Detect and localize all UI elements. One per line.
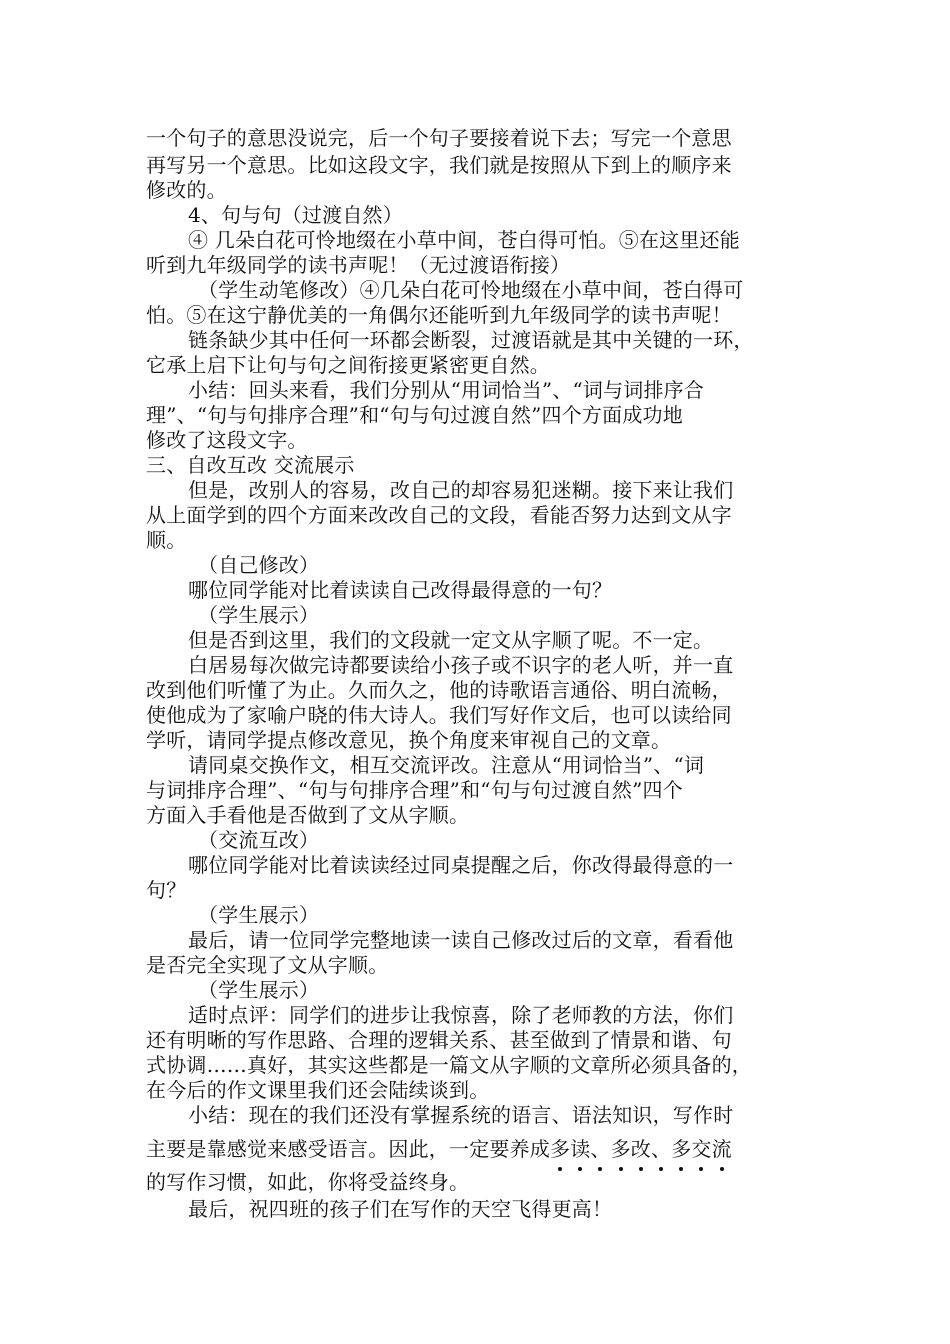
text-line-3: 修改的。	[146, 178, 227, 202]
text-line-22: 白居易每次做完诗都要读给小孩子或不识字的老人听，并一直	[188, 653, 734, 677]
text-line-39: 在今后的作文课里我们还会陆续谈到。	[146, 1078, 490, 1102]
text-line-19: 哪位同学能对比着读读自己改得最得意的一句？	[188, 578, 613, 602]
text-line-26: 请同桌交换作文，相互交流评改。注意从“用词恰当”、“词	[188, 753, 705, 777]
text-line-6: 听到九年级同学的读书声呢！（无过渡语衔接）	[146, 253, 571, 277]
section-heading-4: 4、句与句（过渡自然）	[188, 203, 403, 227]
text-line-13: 修改了这段文字。	[146, 428, 308, 452]
text-line-38: 式协调……真好，其实这些都是一篇文从字顺的文章所必须具备的，	[146, 1053, 752, 1077]
text-line-2: 再写另一个意思。比如这段文字，我们就是按照从下到上的顺序来	[146, 153, 732, 177]
section-heading-three: 三、自改互改 交流展示	[146, 453, 355, 477]
text-line-24: 使他成为了家喻户晓的伟大诗人。我们写好作文后，也可以读给同	[146, 703, 732, 727]
text-line-28: 方面入手看他是否做到了文从字顺。	[146, 803, 470, 827]
emphasis-line-lead: 主要是靠感觉来感受语言。因此，一定要养成	[146, 1137, 550, 1161]
text-line-37: 还有明晰的写作思路、合理的逻辑关系、甚至做到了情景和谐、句	[146, 1028, 732, 1052]
text-line-7: （学生动笔修改）④几朵白花可怜地缀在小草中间，苍白得可	[198, 278, 744, 302]
emphasized-phrase	[550, 1137, 732, 1161]
text-line-29: （交流互改）	[198, 828, 320, 852]
text-line-31: 句？	[146, 878, 187, 902]
text-line-34: 是否完全实现了文从字顺。	[146, 953, 389, 977]
emphasis-line	[146, 1137, 816, 1161]
text-line-16: 从上面学到的四个方面来改改自己的文段，看能否努力达到文从字	[146, 503, 732, 527]
text-line-12: 理”、“句与句排序合理”和“句与句过渡自然”四个方面成功地	[146, 403, 683, 427]
text-line-20: （学生展示）	[198, 603, 320, 627]
text-line-23: 改到他们听懂了为止。久而久之，他的诗歌语言通俗、明白流畅，	[146, 678, 732, 702]
text-line-32: （学生展示）	[198, 903, 320, 927]
text-line-11: 小结：回头来看，我们分别从“用词恰当”、“词与词排序合	[188, 378, 705, 402]
text-line-21: 但是否到这里，我们的文段就一定文从字顺了呢。不一定。	[188, 628, 714, 652]
text-line-25: 学听，请同学提点修改意见，换个角度来审视自己的文章。	[146, 728, 672, 752]
text-line-10: 它承上启下让句与句之间衔接更紧密更自然。	[146, 353, 550, 377]
text-line-35: （学生展示）	[198, 978, 320, 1002]
text-line-42: 的写作习惯，如此，你将受益终身。	[146, 1170, 470, 1194]
text-line-27: 与词排序合理”、“句与句排序合理”和“句与句过渡自然”四个	[146, 778, 683, 802]
text-line-30: 哪位同学能对比着读读经过同桌提醒之后，你改得最得意的一	[188, 853, 734, 877]
emphasized-phrase-text: 多读、多改、多交流	[550, 1137, 732, 1161]
text-line-33: 最后，请一位同学完整地读一读自己修改过后的文章，看看他	[188, 928, 734, 952]
text-line-5: ④ 几朵白花可怜地缀在小草中间，苍白得可怕。⑤在这里还能	[188, 228, 740, 252]
closing-line: 最后，祝四班的孩子们在写作的天空飞得更高！	[188, 1197, 613, 1221]
text-line-17: 顺。	[146, 528, 187, 552]
text-line-40: 小结：现在的我们还没有掌握系统的语言、语法知识，写作时	[188, 1103, 734, 1127]
text-line-9: 链条缺少其中任何一环都会断裂，过渡语就是其中关键的一环，	[188, 328, 754, 352]
text-line-1: 一个句子的意思没说完，后一个句子要接着说下去；写完一个意思	[146, 126, 732, 150]
text-line-36: 适时点评：同学们的进步让我惊喜，除了老师教的方法，你们	[188, 1003, 734, 1027]
text-line-18: （自己修改）	[198, 553, 320, 577]
text-line-15: 但是，改别人的容易，改自己的却容易犯迷糊。接下来让我们	[188, 478, 734, 502]
text-line-8: 怕。⑤在这宁静优美的一角偶尔还能听到九年级同学的读书声呢！	[146, 303, 732, 327]
